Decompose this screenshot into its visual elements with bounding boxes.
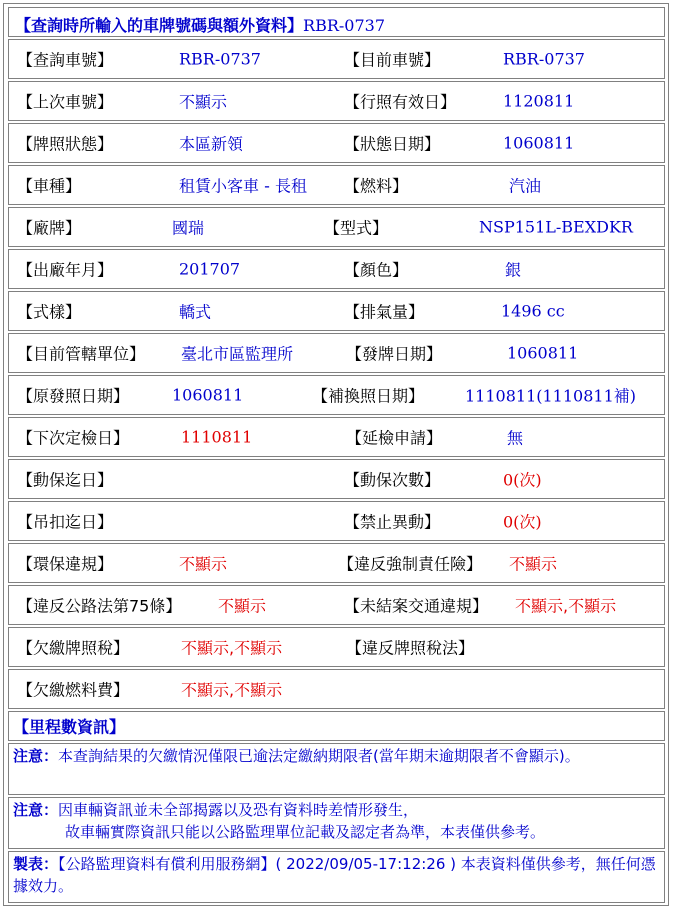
table-row xyxy=(8,585,665,625)
label-current-plate: 【目前車號】 xyxy=(344,50,441,70)
value-open-traffic-violations: 不顯示,不顯示 xyxy=(515,596,617,616)
value-brand: 國瑞 xyxy=(172,218,205,238)
label-transfer-ban: 【禁止異動】 xyxy=(344,512,441,532)
label-license-tax-violation: 【違反牌照稅法】 xyxy=(346,638,475,658)
label-query-plate: 【查詢車號】 xyxy=(17,50,114,70)
value-model: NSP151L-BEXDKR xyxy=(479,217,633,237)
note-label: 注意： xyxy=(13,801,59,819)
value-fuel: 汽油 xyxy=(509,176,542,196)
label-plate-status: 【牌照狀態】 xyxy=(17,134,114,154)
label-issue-date: 【發牌日期】 xyxy=(346,344,443,364)
table-row xyxy=(8,165,665,205)
label-chattel-mortgage-count: 【動保次數】 xyxy=(344,470,441,490)
label-jurisdiction: 【目前管轄單位】 xyxy=(17,344,146,364)
note-disclaimer xyxy=(8,797,665,849)
value-transfer-ban: 0(次) xyxy=(503,512,542,532)
table-row xyxy=(8,207,665,247)
value-chattel-mortgage-count: 0(次) xyxy=(503,470,542,490)
label-model: 【型式】 xyxy=(324,218,389,238)
table-row xyxy=(8,81,665,121)
table-row xyxy=(8,333,665,373)
label-highway-act-violation: 【違反公路法第75條】 xyxy=(17,596,182,616)
value-jurisdiction: 臺北市區監理所 xyxy=(181,344,294,364)
label-license-valid-date: 【行照有效日】 xyxy=(344,92,457,112)
report-footer xyxy=(8,851,665,903)
value-inspection-extension: 無 xyxy=(507,428,524,448)
value-unpaid-fuel-fee: 不顯示,不顯示 xyxy=(181,680,283,700)
report-plate: RBR-0737 xyxy=(303,16,385,35)
note-text-line1: 因車輛資訊並未全部揭露以及恐有資料時差情形發生， xyxy=(58,801,419,819)
value-current-plate: RBR-0737 xyxy=(503,49,585,69)
table-row xyxy=(8,291,665,331)
note-text: 本查詢結果的欠繳情況僅限已逾法定繳納期限者(當年期末逾期限者不會顯示)。 xyxy=(58,747,580,765)
table-row xyxy=(8,543,665,583)
label-next-inspection: 【下次定檢日】 xyxy=(17,428,130,448)
note-label: 注意： xyxy=(13,747,59,765)
label-fuel: 【燃料】 xyxy=(344,176,409,196)
value-license-valid-date: 1120811 xyxy=(503,91,575,111)
value-plate-status: 本區新領 xyxy=(179,134,244,154)
note-text-line2: 故車輛實際資訊只能以公路監理單位記載及認定者為準，本表僅供參考。 xyxy=(65,823,546,841)
value-next-inspection: 1110811 xyxy=(181,427,253,447)
mileage-section xyxy=(8,711,665,741)
value-displacement: 1496 cc xyxy=(501,301,565,321)
value-body-style: 轎式 xyxy=(179,302,212,322)
label-displacement: 【排氣量】 xyxy=(344,302,425,322)
label-inspection-extension: 【延檢申請】 xyxy=(346,428,443,448)
value-issue-date: 1060811 xyxy=(507,343,579,363)
label-insurance-violation: 【違反強制責任險】 xyxy=(338,554,483,574)
label-body-style: 【式樣】 xyxy=(17,302,82,322)
table-row xyxy=(8,501,665,541)
value-unpaid-license-tax: 不顯示,不顯示 xyxy=(181,638,283,658)
label-color: 【顏色】 xyxy=(344,260,409,280)
label-environmental-violation: 【環保違規】 xyxy=(17,554,114,574)
report-title: 【查詢時所輸入的車牌號碼與額外資料】 xyxy=(15,16,304,35)
value-highway-act-violation: 不顯示 xyxy=(218,596,267,616)
table-row xyxy=(8,123,665,163)
table-row xyxy=(8,417,665,457)
value-environmental-violation: 不顯示 xyxy=(179,554,228,574)
value-vehicle-type: 租賃小客車 - 長租 xyxy=(179,176,307,196)
label-status-date: 【狀態日期】 xyxy=(344,134,441,154)
value-query-plate: RBR-0737 xyxy=(179,49,261,69)
label-suspension-end: 【吊扣迄日】 xyxy=(17,512,114,532)
table-row xyxy=(8,249,665,289)
label-brand: 【廠牌】 xyxy=(17,218,82,238)
footer-label: 製表： xyxy=(13,855,59,873)
value-reissue-date: 1110811(1110811補) xyxy=(465,386,637,406)
value-original-license-date: 1060811 xyxy=(172,385,244,405)
label-chattel-mortgage-end: 【動保迄日】 xyxy=(17,470,114,490)
value-status-date: 1060811 xyxy=(503,133,575,153)
value-color: 銀 xyxy=(505,260,522,280)
table-row xyxy=(8,39,665,79)
value-insurance-violation: 不顯示 xyxy=(509,554,558,574)
label-manufacture-date: 【出廠年月】 xyxy=(17,260,114,280)
note-unpaid xyxy=(8,743,665,795)
label-unpaid-fuel-fee: 【欠繳燃料費】 xyxy=(17,680,130,700)
table-row xyxy=(8,375,665,415)
label-original-license-date: 【原發照日期】 xyxy=(17,386,130,406)
label-reissue-date: 【補換照日期】 xyxy=(312,386,425,406)
label-unpaid-license-tax: 【欠繳牌照稅】 xyxy=(17,638,130,658)
label-vehicle-type: 【車種】 xyxy=(17,176,82,196)
mileage-title: 【里程數資訊】 xyxy=(13,717,126,737)
label-previous-plate: 【上次車號】 xyxy=(17,92,114,112)
footer-text: 【公路監理資料有償利用服務網】( 2022/09/05-17:12:26 ) 本表資料僅供參考，無任何憑據效力。 xyxy=(13,855,656,895)
table-row xyxy=(8,669,665,709)
value-manufacture-date: 201707 xyxy=(179,259,241,279)
table-row xyxy=(8,459,665,499)
table-row xyxy=(8,627,665,667)
label-open-traffic-violations: 【未結案交通違規】 xyxy=(344,596,489,616)
report-header xyxy=(8,7,665,37)
value-previous-plate: 不顯示 xyxy=(179,92,228,112)
